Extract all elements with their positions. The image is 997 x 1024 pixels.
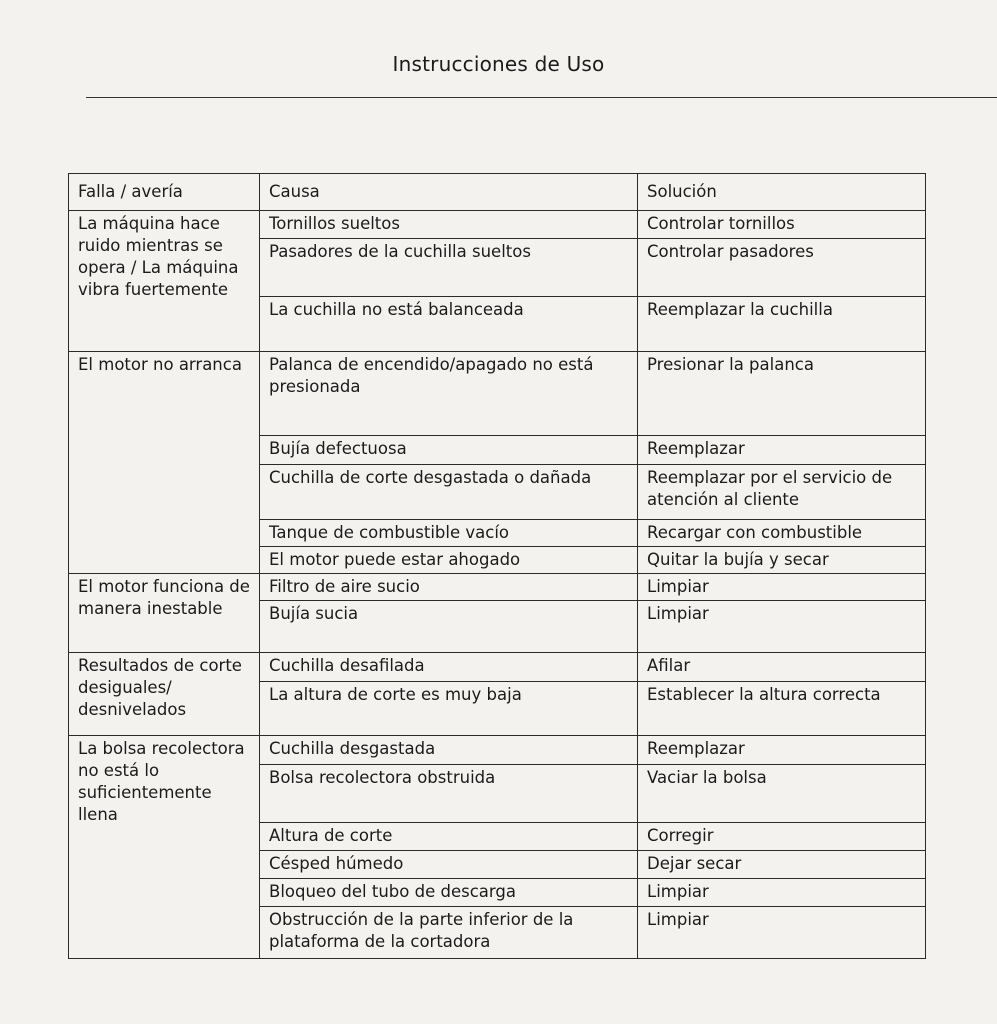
causa-cell: Palanca de encendido/apagado no está presionada [260, 352, 638, 436]
table-row [69, 653, 926, 682]
causa-cell: Cuchilla desafilada [260, 653, 638, 682]
solucion-cell: Dejar secar [638, 851, 926, 879]
solucion-cell: Establecer la altura correcta [638, 682, 926, 736]
solucion-cell: Controlar tornillos [638, 211, 926, 239]
solucion-cell: Reemplazar [638, 736, 926, 765]
table-row [69, 352, 926, 436]
solucion-cell: Afilar [638, 653, 926, 682]
falla-cell: Resultados de corte desiguales/ desnivelados [69, 653, 260, 736]
solucion-cell: Limpiar [638, 601, 926, 653]
table-header-row [69, 174, 926, 211]
header-solucion: Solución [638, 174, 926, 211]
solucion-cell: Controlar pasadores [638, 239, 926, 297]
falla-cell: La bolsa recolectora no está lo suficientemente llena [69, 736, 260, 959]
causa-cell: Tornillos sueltos [260, 211, 638, 239]
causa-cell: Tanque de combustible vacío [260, 520, 638, 547]
table-row [69, 211, 926, 239]
causa-cell: Cuchilla de corte desgastada o dañada [260, 465, 638, 520]
falla-cell: La máquina hace ruido mientras se opera / La máquina vibra fuertemente [69, 211, 260, 352]
title-divider [86, 97, 997, 98]
header-falla: Falla / avería [69, 174, 260, 211]
solucion-cell: Reemplazar [638, 436, 926, 465]
causa-cell: Bujía defectuosa [260, 436, 638, 465]
solucion-cell: Reemplazar por el servicio de atención al cliente [638, 465, 926, 520]
causa-cell: Bloqueo del tubo de descarga [260, 879, 638, 907]
table-row [69, 574, 926, 601]
causa-cell: Bujía sucia [260, 601, 638, 653]
solucion-cell: Corregir [638, 823, 926, 851]
troubleshooting-table [68, 173, 926, 959]
solucion-cell: Vaciar la bolsa [638, 765, 926, 823]
solucion-cell: Quitar la bujía y secar [638, 547, 926, 574]
causa-cell: La altura de corte es muy baja [260, 682, 638, 736]
solucion-cell: Limpiar [638, 879, 926, 907]
falla-cell: El motor no arranca [69, 352, 260, 574]
causa-cell: Altura de corte [260, 823, 638, 851]
page-title: Instrucciones de Uso [392, 52, 605, 76]
header-causa: Causa [260, 174, 638, 211]
falla-cell: El motor funciona de manera inestable [69, 574, 260, 653]
causa-cell: Obstrucción de la parte inferior de la plataforma de la cortadora [260, 907, 638, 959]
solucion-cell: Limpiar [638, 574, 926, 601]
solucion-cell: Limpiar [638, 907, 926, 959]
causa-cell: Filtro de aire sucio [260, 574, 638, 601]
solucion-cell: Recargar con combustible [638, 520, 926, 547]
solucion-cell: Reemplazar la cuchilla [638, 297, 926, 352]
causa-cell: La cuchilla no está balanceada [260, 297, 638, 352]
causa-cell: El motor puede estar ahogado [260, 547, 638, 574]
causa-cell: Cuchilla desgastada [260, 736, 638, 765]
causa-cell: Césped húmedo [260, 851, 638, 879]
solucion-cell: Presionar la palanca [638, 352, 926, 436]
causa-cell: Bolsa recolectora obstruida [260, 765, 638, 823]
causa-cell: Pasadores de la cuchilla sueltos [260, 239, 638, 297]
table-row [69, 736, 926, 765]
